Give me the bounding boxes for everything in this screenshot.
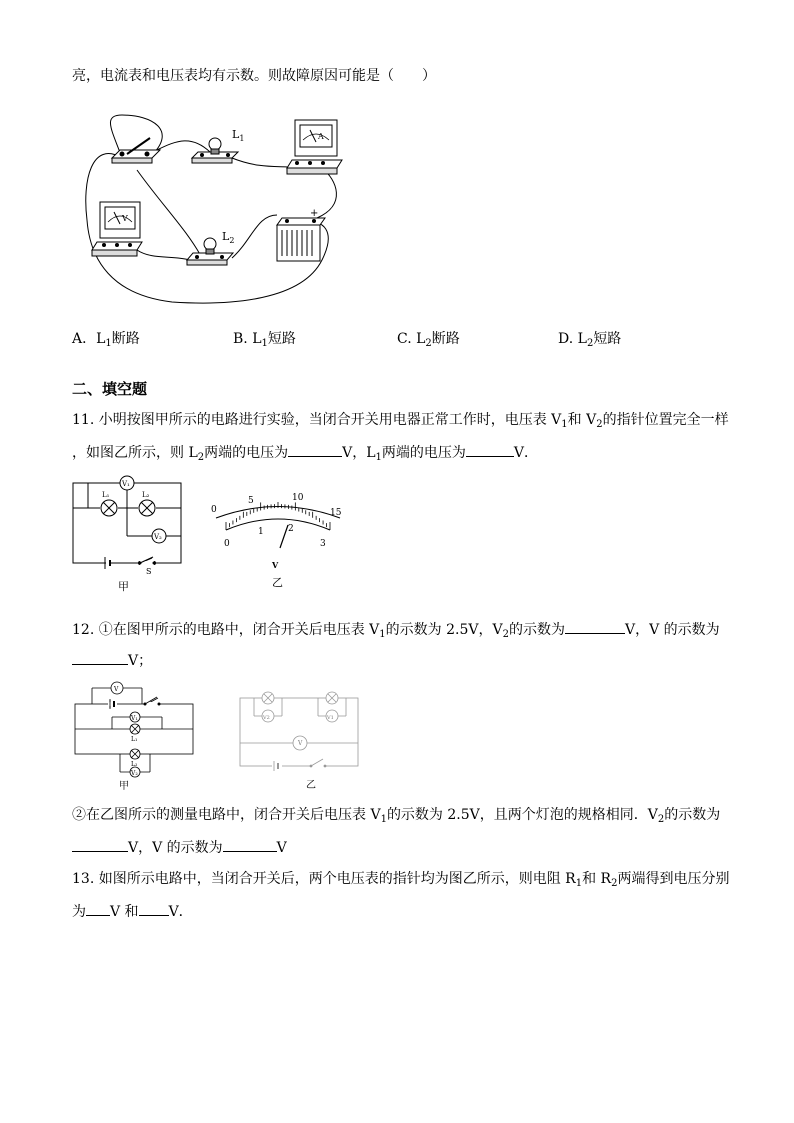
- q11-sub: 2: [197, 452, 205, 463]
- option-b-text: 短路: [267, 331, 296, 347]
- battery-device: [277, 208, 325, 261]
- option-a-text: 断路: [111, 331, 140, 347]
- answer-blank[interactable]: [72, 650, 128, 665]
- q12-text: ②在乙图所示的测量电路中，闭合开关后电压表 V: [72, 807, 381, 823]
- lower-tick-2: 2: [288, 524, 294, 534]
- answer-blank[interactable]: [288, 442, 342, 457]
- q11-text: 两端的电压为: [204, 445, 289, 461]
- upper-tick-15: 15: [330, 508, 342, 518]
- option-b-prefix: B. L: [233, 331, 262, 347]
- v1-label: V₁: [131, 715, 138, 722]
- q11-text: V，L: [342, 445, 376, 461]
- option-c-text: 断路: [431, 331, 460, 347]
- q12-line4: [72, 837, 287, 857]
- upper-tick-0: 0: [211, 505, 217, 515]
- option-a-prefix: A．L: [72, 331, 106, 347]
- ammeter-label: A: [318, 132, 324, 141]
- v1-label: V1: [327, 715, 334, 721]
- q13-text: V．: [168, 904, 193, 920]
- q11-text: 两端的电压为: [381, 445, 466, 461]
- q11-sub: 1: [375, 452, 382, 463]
- option-d-sub: 2: [586, 338, 594, 349]
- l2-label: $L_2$: [222, 230, 235, 245]
- q12-text: 的示数为: [508, 622, 565, 638]
- answer-blank[interactable]: [466, 442, 514, 457]
- q11-sub: 1: [561, 419, 568, 430]
- q12-line1: [72, 619, 720, 639]
- caption-yi: 乙: [306, 780, 316, 791]
- q12-line2: [72, 650, 152, 670]
- l1-label: L₁: [131, 736, 138, 743]
- l1-label: $L_1$: [232, 128, 245, 143]
- q11-text: 和 V: [567, 412, 597, 428]
- q11-text: 11. 小明按图甲所示的电路进行实验，当闭合开关用电器正常工作时，电压表 V: [72, 412, 562, 428]
- q12-text: V；: [128, 653, 153, 669]
- option-a-sub: 1: [105, 338, 112, 349]
- lower-tick-1: 1: [258, 527, 264, 537]
- ammeter-device: [287, 120, 342, 174]
- q12-text: 的示数为 2.5V，且两个灯泡的规格相同．V: [386, 807, 658, 823]
- voltmeter-device: [92, 202, 142, 256]
- q11-text: V．: [513, 445, 539, 461]
- q12-sub: 2: [502, 629, 509, 640]
- answer-blank[interactable]: [86, 901, 110, 916]
- q10-stem-text: 亮，电流表和电压表均有示数。则故障原因可能是（ ）: [72, 68, 436, 84]
- switch-label: S: [146, 567, 152, 576]
- q10-option-b[interactable]: [233, 328, 296, 348]
- answer-blank[interactable]: [223, 837, 277, 852]
- q11-sub: 2: [596, 419, 603, 430]
- upper-tick-10: 10: [292, 493, 304, 503]
- q12-sub: 1: [380, 814, 387, 825]
- q13-text: 为: [72, 904, 86, 920]
- answer-blank[interactable]: [565, 619, 625, 634]
- answer-blank[interactable]: [139, 901, 169, 916]
- q12-text: V，V 的示数为: [128, 840, 223, 856]
- q13-text: 13. 如图所示电路中，当闭合开关后，两个电压表的指针均为图乙所示，则电阻 R: [72, 871, 576, 887]
- answer-blank[interactable]: [72, 837, 128, 852]
- q13-sub: 2: [611, 878, 618, 889]
- caption-yi: 乙: [272, 576, 283, 589]
- v1-label: V₁: [122, 480, 130, 488]
- q10-option-d[interactable]: [558, 328, 621, 348]
- v2-label: V₂: [131, 770, 138, 777]
- option-d-text: 短路: [593, 331, 622, 347]
- lower-tick-0: 0: [224, 539, 230, 549]
- q11-line1: [72, 411, 729, 429]
- l2-label: L₂: [142, 491, 150, 499]
- q13-text: 和 R: [582, 871, 612, 887]
- q12-circuit-yi: [236, 686, 366, 791]
- switch-device: [112, 138, 160, 163]
- lower-tick-3: 3: [320, 539, 326, 549]
- q12-text: 12. ①在图甲所示的电路中，闭合开关后电压表 V: [72, 622, 380, 638]
- voltmeter-label: V: [122, 214, 128, 223]
- l2-label: L₂: [131, 761, 138, 768]
- q13-line2: [72, 901, 193, 921]
- q12-text: 的示数为: [664, 807, 721, 823]
- v2-label: V2: [263, 715, 270, 721]
- v2-label: V₂: [154, 533, 162, 541]
- caption-jia: 甲: [118, 580, 129, 593]
- v-label: V: [298, 740, 303, 747]
- q11-meter-yi: [208, 490, 348, 590]
- q10-option-c[interactable]: [397, 328, 460, 348]
- upper-tick-5: 5: [248, 496, 254, 506]
- q12-circuit-jia: [72, 682, 202, 792]
- q12-text: V: [276, 840, 287, 856]
- section-title: 二、填空题: [72, 380, 148, 398]
- q12-text: V，V 的示数为: [624, 622, 720, 638]
- lamp-l1: [192, 128, 244, 163]
- q12-line3: [72, 806, 720, 824]
- q13-text: 两端得到电压分别: [617, 871, 730, 887]
- option-d-prefix: D. L: [558, 331, 587, 347]
- caption-jia: 甲: [119, 781, 129, 792]
- option-b-sub: 1: [261, 338, 268, 349]
- q11-text: 的指针位置完全一样: [602, 412, 729, 428]
- v-label: V: [114, 686, 119, 693]
- q13-sub: 1: [575, 878, 583, 889]
- plus-label: +: [310, 208, 319, 219]
- q11-line2: [72, 442, 538, 462]
- option-c-prefix: C. L: [397, 331, 426, 347]
- q10-stem: [72, 67, 436, 85]
- q12-sub: 1: [379, 629, 386, 640]
- q10-circuit-figure: [82, 110, 342, 310]
- q10-option-a[interactable]: [72, 328, 140, 348]
- lamp-l2: [187, 230, 234, 265]
- q13-text: V 和: [110, 904, 139, 920]
- q11-text: ，如图乙所示，则 L: [72, 445, 198, 461]
- meter-unit: V: [272, 560, 279, 570]
- option-c-sub: 2: [425, 338, 432, 349]
- q13-line1: [72, 870, 729, 888]
- q11-circuit-jia: [70, 478, 190, 593]
- q12-text: 的示数为 2.5V，V: [385, 622, 503, 638]
- l1-label: L₁: [102, 491, 110, 499]
- q12-sub: 2: [657, 814, 665, 825]
